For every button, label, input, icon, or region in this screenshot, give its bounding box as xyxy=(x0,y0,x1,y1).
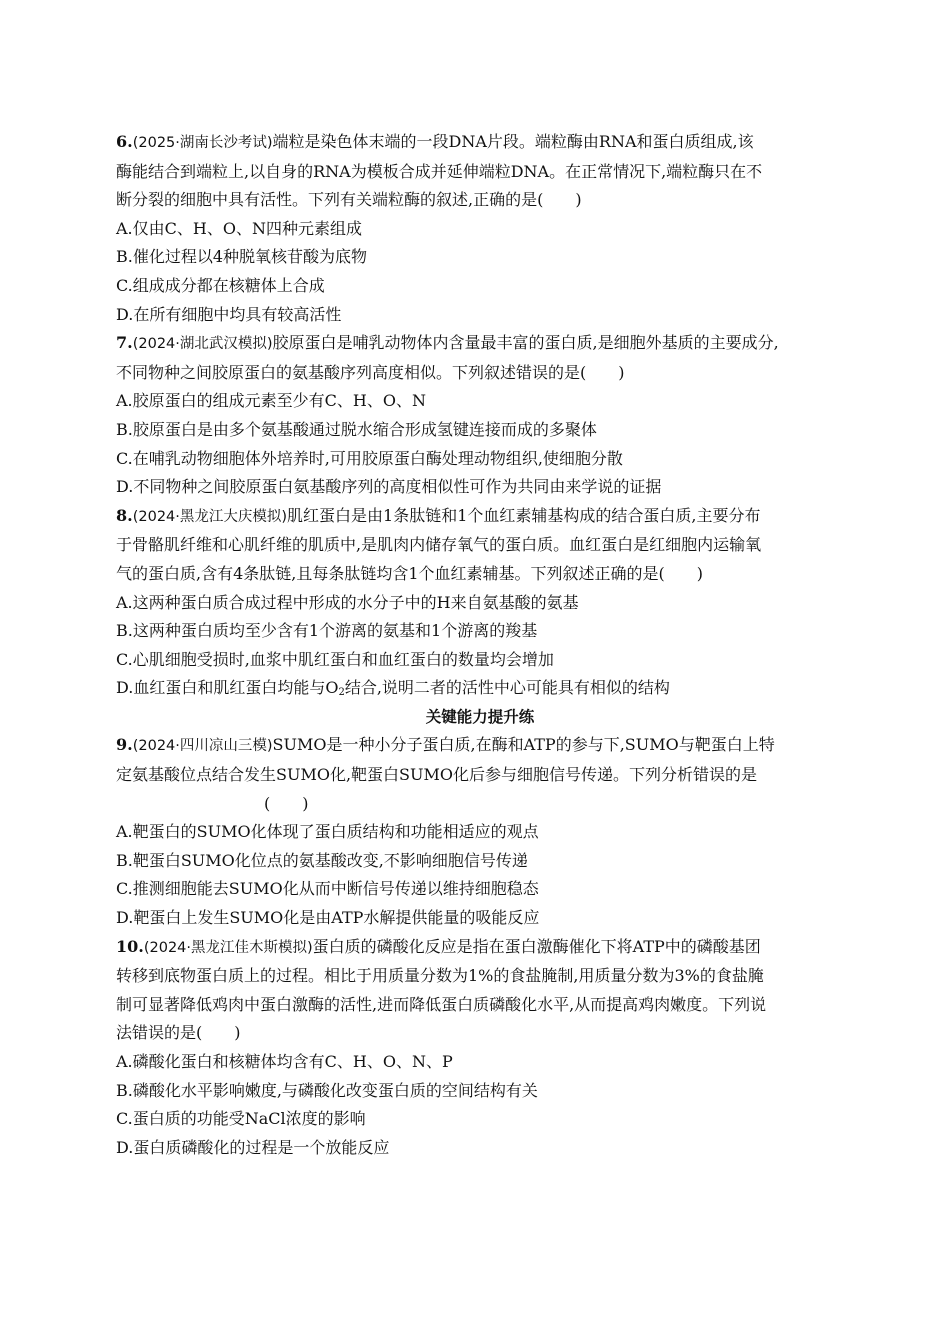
option-a: A.仅由C、H、O、N四种元素组成 xyxy=(116,218,362,238)
answer-parentheses: ( ) xyxy=(264,793,309,813)
option-d: D.靶蛋白上发生SUMO化是由ATP水解提供能量的吸能反应 xyxy=(116,908,540,928)
question-stem-line: 断分裂的细胞中具有活性。下列有关端粒酶的叙述,正确的是( ) xyxy=(116,190,582,210)
option-a: A.这两种蛋白质合成过程中形成的水分子中的H来自氨基酸的氨基 xyxy=(116,592,579,612)
question-source: (2024·四川凉山三模) xyxy=(132,738,273,755)
question-stem-line: 10.(2024·黑龙江佳木斯模拟)蛋白质的磷酸化反应是指在蛋白激酶催化下将ATP中的磷酸基团 xyxy=(116,936,761,956)
option-a: A.靶蛋白的SUMO化体现了蛋白质结构和功能相适应的观点 xyxy=(116,822,539,842)
option-d: D.血红蛋白和肌红蛋白均能与$O_2$结合,说明二者的活性中心可能具有相似的结构 xyxy=(116,678,670,699)
option-d: D.蛋白质磷酸化的过程是一个放能反应 xyxy=(116,1137,390,1157)
question-source: (2025·湖南长沙考试) xyxy=(132,135,273,151)
section-title: 关键能力提升练 xyxy=(425,707,535,726)
option-d: D.在所有细胞中均具有较高活性 xyxy=(116,304,342,324)
question-6 xyxy=(116,128,844,329)
option-b: B.靶蛋白SUMO化位点的氨基酸改变,不影响细胞信号传递 xyxy=(116,850,528,870)
question-source: (2024·湖北武汉模拟) xyxy=(132,336,273,353)
question-9 xyxy=(116,731,844,932)
question-number: 10 xyxy=(116,936,139,956)
question-number: 6 xyxy=(116,132,128,151)
question-8 xyxy=(116,502,844,703)
question-stem-line: 气的蛋白质,含有4条肽链,且每条肽链均含1个血红素辅基。下列叙述正确的是( ) xyxy=(116,563,704,583)
option-c: C.推测细胞能去SUMO化从而中断信号传递以维持细胞稳态 xyxy=(116,879,539,899)
question-stem-line: 制可显著降低鸡肉中蛋白激酶的活性,进而降低蛋白质磷酸化水平,从而提高鸡肉嫩度。下列说 xyxy=(116,994,767,1014)
question-stem-line: 不同物种之间胶原蛋白的氨基酸序列高度相似。下列叙述错误的是( ) xyxy=(116,362,625,382)
option-b: B.这两种蛋白质均至少含有1个游离的氨基和1个游离的羧基 xyxy=(116,621,538,641)
question-stem-line: 8.(2024·黑龙江大庆模拟)肌红蛋白是由1条肽链和1个血红素辅基构成的结合蛋白质,主要分布 xyxy=(116,505,761,525)
question-number: 8 xyxy=(116,505,128,525)
question-7 xyxy=(116,329,844,502)
document-page xyxy=(116,128,844,1162)
option-b: B.磷酸化水平影响嫩度,与磷酸化改变蛋白质的空间结构有关 xyxy=(116,1080,538,1100)
question-stem-line: 酶能结合到端粒上,以自身的RNA为模板合成并延伸端粒DNA。在正常情况下,端粒酶只在不 xyxy=(116,161,763,181)
question-number: 9 xyxy=(116,735,128,755)
question-stem-line: 9.(2024·四川凉山三模)SUMO是一种小分子蛋白质,在酶和ATP的参与下,SUMO与靶蛋白上特 xyxy=(116,735,775,755)
question-10 xyxy=(116,933,844,1163)
question-stem-line: 7.(2024·湖北武汉模拟)胶原蛋白是哺乳动物体内含量最丰富的蛋白质,是细胞外基质的主要成分, xyxy=(116,333,779,353)
question-stem-line: 定氨基酸位点结合发生SUMO化,靶蛋白SUMO化后参与细胞信号传递。下列分析错误的是 xyxy=(116,765,757,785)
option-c: C.组成成分都在核糖体上合成 xyxy=(116,275,325,295)
option-c: C.蛋白质的功能受NaCl浓度的影响 xyxy=(116,1109,366,1129)
question-source: (2024·黑龙江大庆模拟) xyxy=(132,508,288,525)
option-c: C.心肌细胞受损时,血浆中肌红蛋白和血红蛋白的数量均会增加 xyxy=(116,649,554,669)
option-d: D.不同物种之间胶原蛋白氨基酸序列的高度相似性可作为共同由来学说的证据 xyxy=(116,477,662,497)
question-stem-line: 转移到底物蛋白质上的过程。相比于用质量分数为1%的食盐腌制,用质量分数为3%的食盐腌 xyxy=(116,966,764,986)
question-stem-line: 法错误的是( ) xyxy=(116,1023,241,1043)
option-b: B.胶原蛋白是由多个氨基酸通过脱水缩合形成氢键连接而成的多聚体 xyxy=(116,419,597,439)
subscript: 2 xyxy=(338,687,345,699)
option-c: C.在哺乳动物细胞体外培养时,可用胶原蛋白酶处理动物组织,使细胞分散 xyxy=(116,448,623,468)
option-a: A.胶原蛋白的组成元素至少有C、H、O、N xyxy=(116,391,426,411)
option-a: A.磷酸化蛋白和核糖体均含有C、H、O、N、P xyxy=(116,1052,453,1071)
question-number: 7 xyxy=(116,333,128,353)
question-stem-line: 6.(2025·湖南长沙考试)端粒是染色体末端的一段DNA片段。端粒酶由RNA和蛋白质组成,该 xyxy=(116,132,754,151)
question-source: (2024·黑龙江佳木斯模拟) xyxy=(143,939,313,956)
question-stem-line: 于骨骼肌纤维和心肌纤维的肌质中,是肌肉内储存氧气的蛋白质。血红蛋白是红细胞内运输氧 xyxy=(116,535,762,555)
option-b: B.催化过程以4种脱氧核苷酸为底物 xyxy=(116,247,368,267)
